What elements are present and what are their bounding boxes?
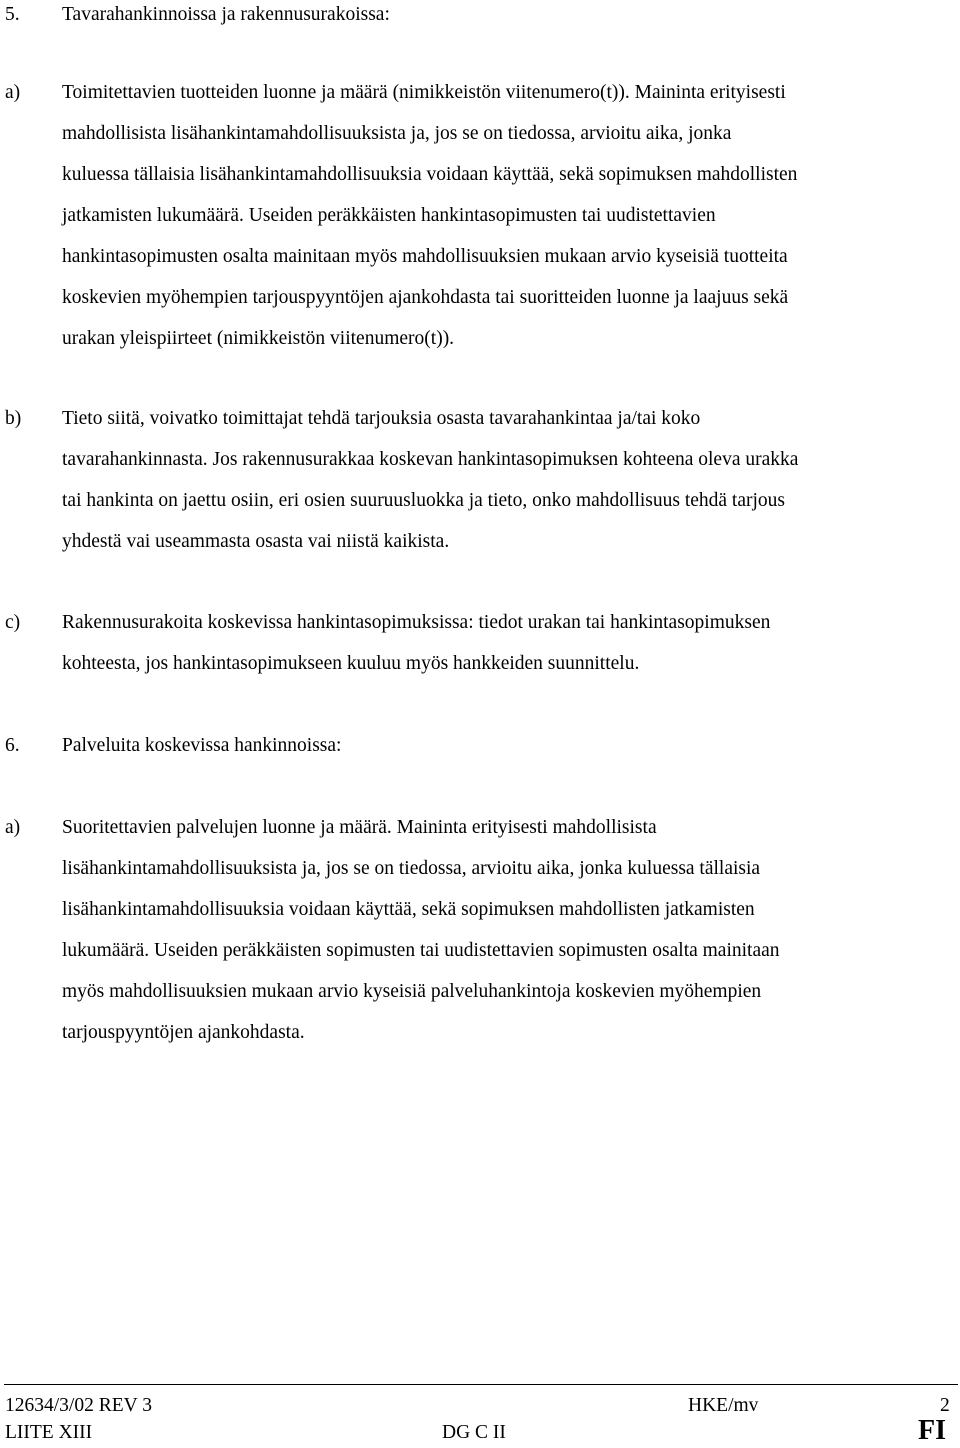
section-5-text — [62, 0, 957, 35]
section-5-label: 5. — [5, 4, 20, 25]
text-line: Suoritettavien palvelujen luonne ja määrä. Maininta erityisesti mahdollisista — [62, 817, 657, 838]
section-5a-label: a) — [5, 82, 21, 103]
section-6-label: 6. — [5, 735, 20, 756]
section-6a-text — [62, 807, 957, 1053]
text-line: Palveluita koskevissa hankinnoissa: — [62, 735, 342, 756]
section-5b-text — [62, 398, 957, 562]
text-line: lukumäärä. Useiden peräkkäisten sopimusten tai uudistettavien sopimusten osalta mainitaan — [62, 940, 780, 961]
text-line: jatkamisten lukumäärä. Useiden peräkkäisten hankintasopimusten tai uudistettavien — [62, 205, 716, 226]
text-line: mahdollisista lisähankintamahdollisuuksista ja, jos se on tiedossa, arvioitu aika, jonka — [62, 123, 732, 144]
text-line: Toimitettavien tuotteiden luonne ja määrä (nimikkeistön viitenumero(t)). Maininta erityisesti — [62, 82, 786, 103]
text-line: hankintasopimusten osalta mainitaan myös mahdollisuuksien mukaan arvio kyseisiä tuotteita — [62, 246, 788, 267]
text-line: koskevien myöhempien tarjouspyyntöjen ajankohdasta tai suoritteiden luonne ja laajuus sekä — [62, 287, 789, 308]
text-line: kohteesta, jos hankintasopimukseen kuuluu myös hankkeiden suunnittelu. — [62, 653, 640, 674]
section-6-text — [62, 725, 957, 766]
text-line: kuluessa tällaisia lisähankintamahdollisuuksia voidaan käyttää, sekä sopimuksen mahdollisten — [62, 164, 798, 185]
text-line: lisähankintamahdollisuuksia voidaan käyttää, sekä sopimuksen mahdollisten jatkamisten — [62, 899, 755, 920]
text-line: tarjouspyyntöjen ajankohdasta. — [62, 1022, 305, 1043]
section-5a-text — [62, 72, 957, 359]
text-line: urakan yleispiirteet (nimikkeistön viitenumero(t)). — [62, 328, 455, 349]
footer-annex: LIITE XIII — [5, 1422, 93, 1443]
footer-divider — [4, 1384, 958, 1385]
text-line: Tieto siitä, voivatko toimittajat tehdä tarjouksia osasta tavarahankintaa ja/tai koko — [62, 408, 701, 429]
text-line: lisähankintamahdollisuuksista ja, jos se on tiedossa, arvioitu aika, jonka kuluessa tällaisia — [62, 858, 761, 879]
section-5b-label: b) — [5, 408, 22, 429]
text-line: yhdestä vai useammasta osasta vai niistä kaikista. — [62, 531, 450, 552]
text-line: tavarahankinnasta. Jos rakennusurakkaa koskevan hankintasopimuksen kohteena oleva urakka — [62, 449, 799, 470]
footer-language-code: FI — [918, 1415, 946, 1446]
section-5c-label: c) — [5, 612, 21, 633]
text-line: Tavarahankinnoissa ja rakennusurakoissa: — [62, 4, 390, 25]
section-5c-text — [62, 602, 957, 684]
text-line: myös mahdollisuuksien mukaan arvio kyseisiä palveluhankintoja koskevien myöhempien — [62, 981, 762, 1002]
footer-initials: HKE/mv — [688, 1395, 759, 1416]
footer-directorate: DG C II — [442, 1422, 506, 1443]
text-line: Rakennusurakoita koskevissa hankintasopimuksissa: tiedot urakan tai hankintasopimuksen — [62, 612, 771, 633]
section-6a-label: a) — [5, 817, 21, 838]
footer-doc-ref: 12634/3/02 REV 3 — [5, 1395, 152, 1416]
text-line: tai hankinta on jaettu osiin, eri osien suuruusluokka ja tieto, onko mahdollisuus tehdä tarjous — [62, 490, 786, 511]
footer-page-number: 2 — [940, 1395, 950, 1416]
